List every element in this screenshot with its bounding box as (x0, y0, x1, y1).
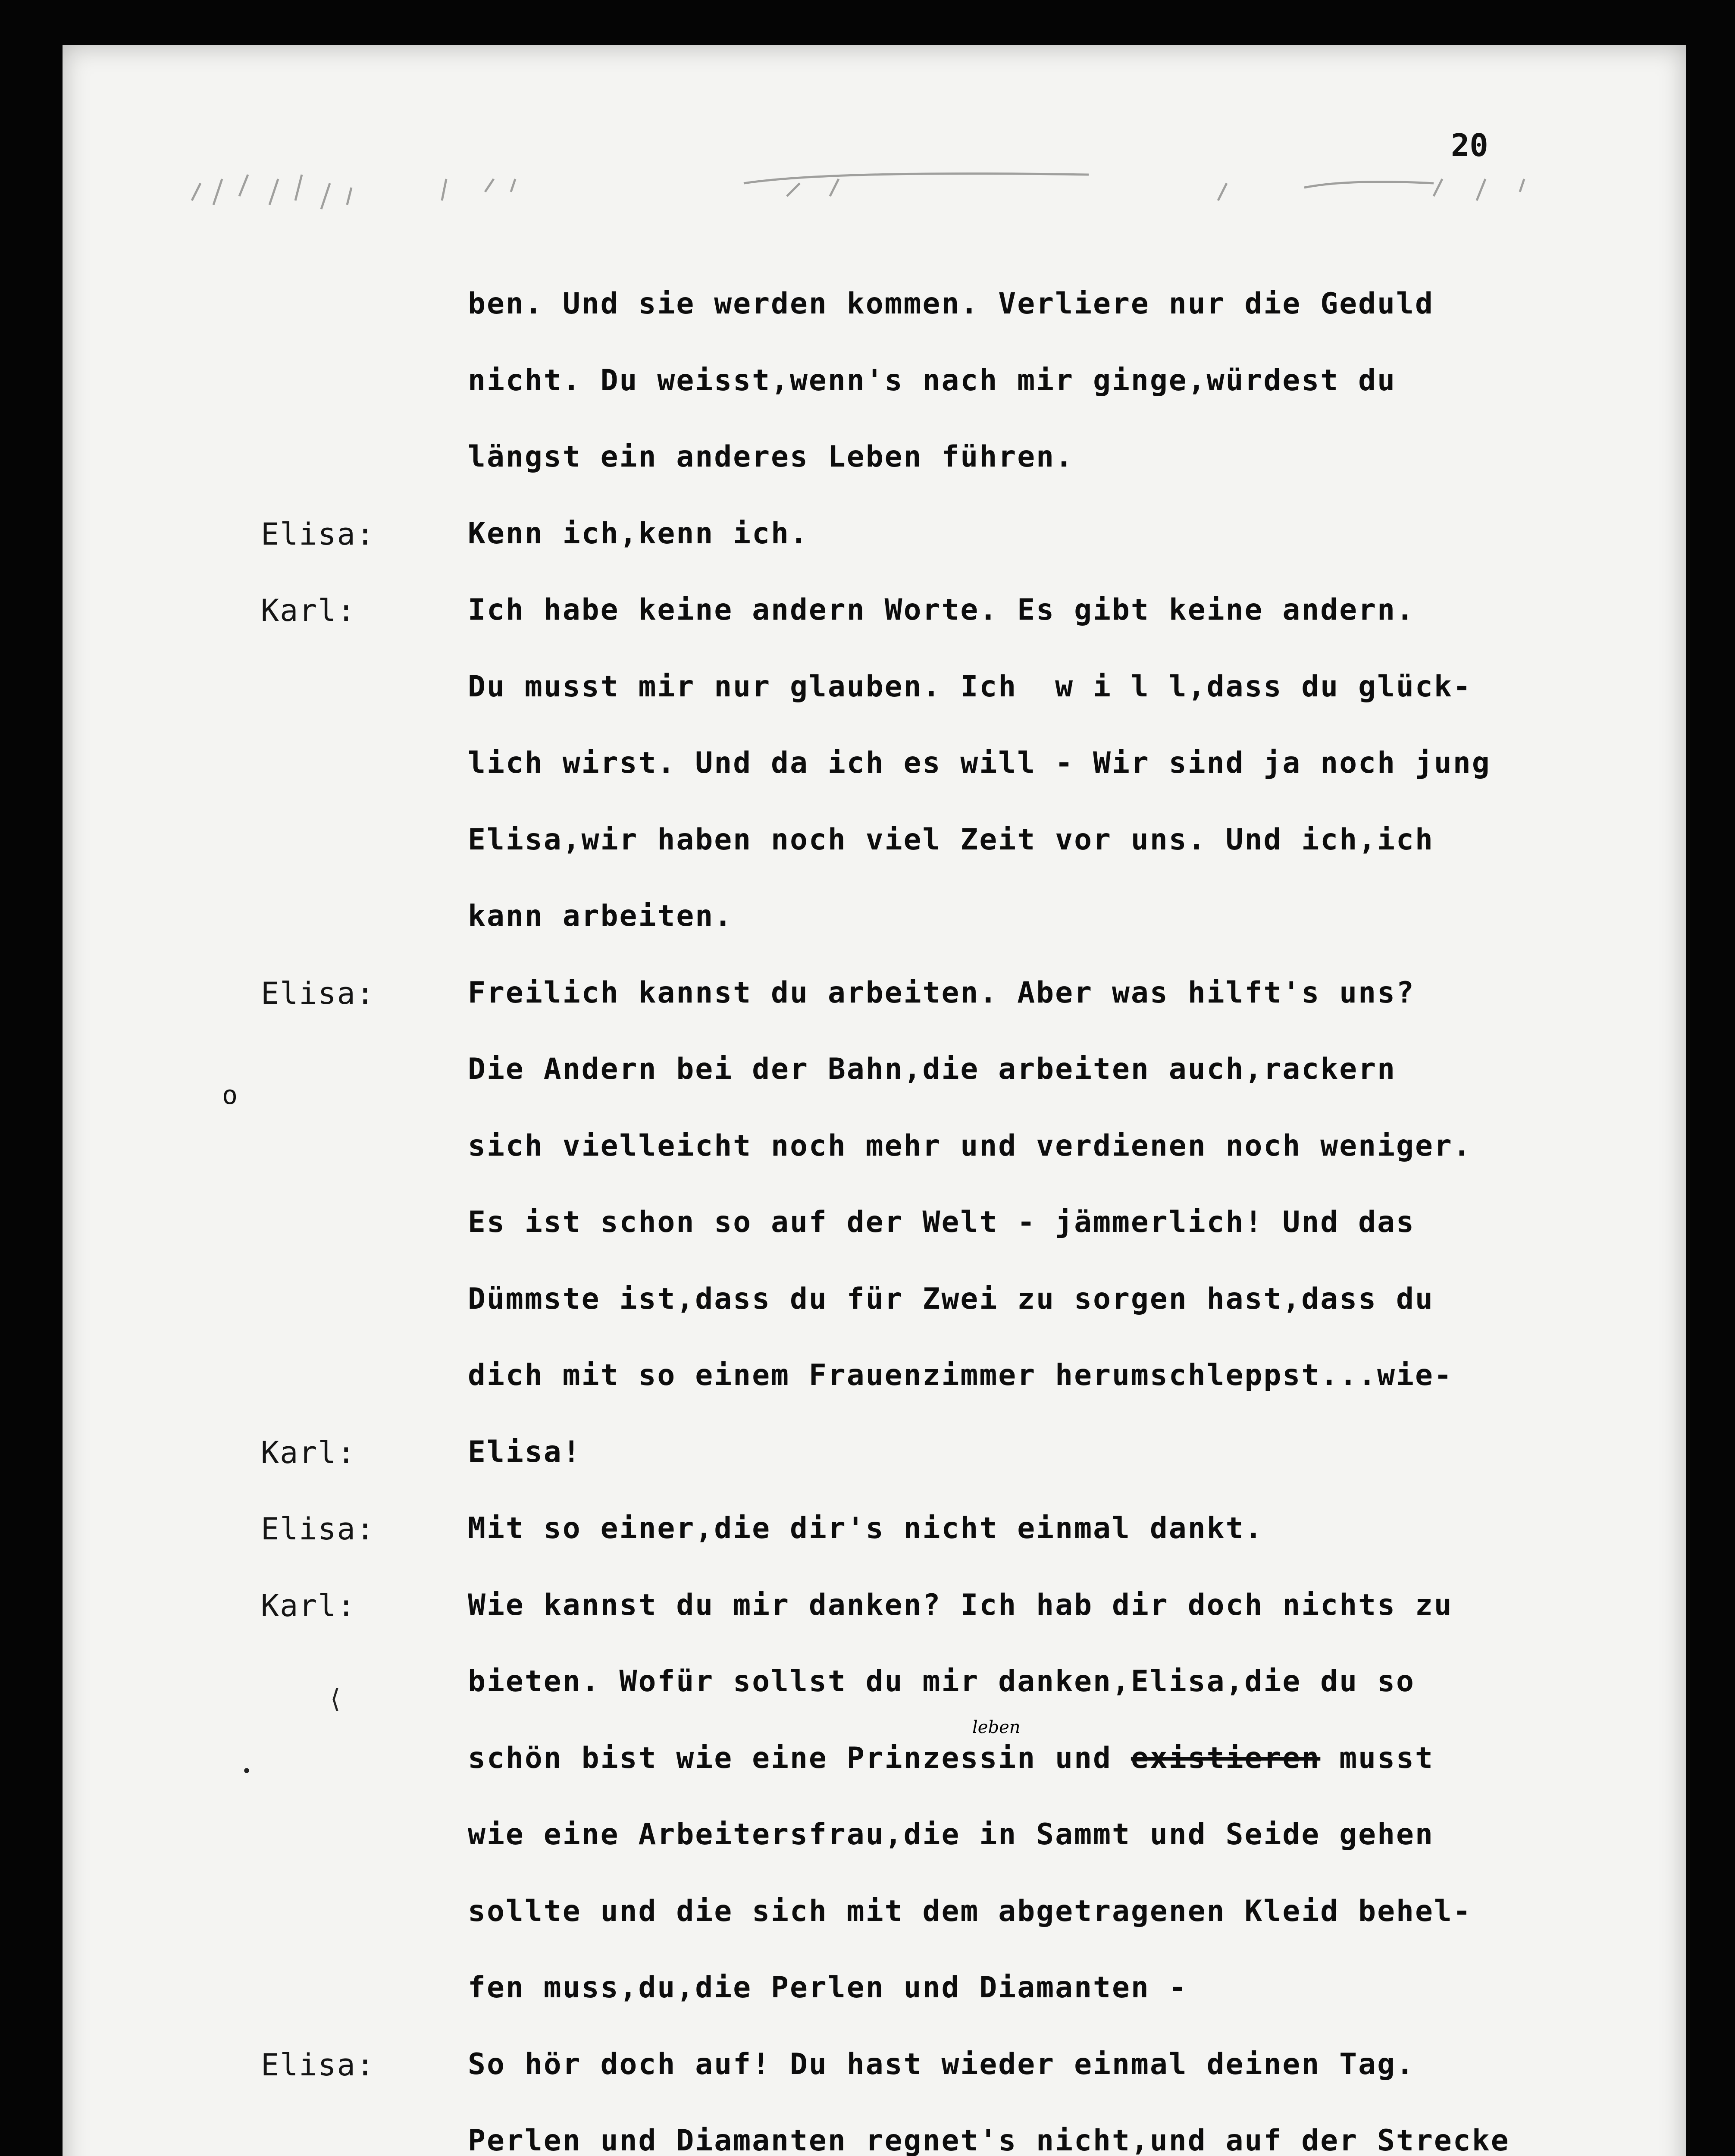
script-line (63, 517, 1686, 573)
script-line (63, 1052, 1686, 1108)
script-line (63, 746, 1686, 802)
dialogue-text: Die Andern bei der Bahn,die arbeiten auch,rackern (468, 1052, 1397, 1086)
dialogue-text: Dümmste ist,dass du für Zwei zu sorgen hast,dass du (468, 1282, 1434, 1316)
dialogue-text: Elisa,wir haben noch viel Zeit vor uns. Und ich,ich (468, 822, 1434, 857)
script-line (63, 1282, 1686, 1338)
script-line (63, 1205, 1686, 1261)
speaker-label: Elisa: (261, 1511, 375, 1547)
script-line (63, 899, 1686, 955)
script-line (63, 1664, 1686, 1720)
handwritten-scribble-top (149, 175, 1658, 209)
margin-mark-circle: o (222, 1080, 238, 1110)
margin-mark-bracket: ⟨ (328, 1684, 344, 1714)
script-line (63, 670, 1686, 726)
script-line (63, 593, 1686, 649)
dialogue-text: Du musst mir nur glauben. Ich w i l l,dass du glück- (468, 669, 1472, 704)
script-line (63, 1435, 1686, 1491)
dialogue-text: Ich habe keine andern Worte. Es gibt keine andern. (468, 593, 1415, 627)
dialogue-text: bieten. Wofür sollst du mir danken,Elisa,die du so (468, 1664, 1415, 1698)
script-line (63, 440, 1686, 496)
dialogue-text: wie eine Arbeitersfrau,die in Sammt und Seide gehen (468, 1818, 1434, 1852)
speaker-label: Elisa: (261, 516, 375, 552)
dialogue-text: nicht. Du weisst,wenn's nach mir ginge,würdest du (468, 363, 1397, 398)
dialogue-text: längst ein anderes Leben führen. (468, 440, 1074, 474)
dialogue-text-before: schön bist wie eine Prinzessin und (468, 1741, 1131, 1775)
dialogue-text: Wie kannst du mir danken? Ich hab dir doch nichts zu (468, 1588, 1453, 1622)
dialogue-text: lich wirst. Und da ich es will - Wir sind ja noch jung (468, 746, 1491, 780)
dialogue-text (468, 1741, 1434, 1775)
script-line (63, 1129, 1686, 1185)
dialogue-text: fen muss,du,die Perlen und Diamanten - (468, 1971, 1188, 2005)
script-line (63, 1358, 1686, 1414)
struck-word: existieren (1131, 1741, 1321, 1775)
script-line (63, 1894, 1686, 1950)
dialogue-text: sollte und die sich mit dem abgetragenen Kleid behel- (468, 1894, 1472, 1928)
speaker-label: Elisa: (261, 2047, 375, 2083)
speaker-label: Karl: (261, 1435, 356, 1470)
dialogue-text: Perlen und Diamanten regnet's nicht,und auf der Strecke (468, 2124, 1510, 2156)
script-line (63, 287, 1686, 343)
script-line (63, 1818, 1686, 1874)
dialogue-text: dich mit so einem Frauenzimmer herumschleppst...wie- (468, 1358, 1453, 1392)
script-line (63, 364, 1686, 420)
page-number: 20 (1451, 127, 1488, 163)
script-line (63, 1511, 1686, 1567)
speaker-label: Elisa: (261, 975, 375, 1011)
script-line (63, 1717, 1686, 1797)
dialogue-text: Mit so einer,die dir's nicht einmal dankt. (468, 1511, 1264, 1545)
script-line (63, 976, 1686, 1032)
script-line (63, 1971, 1686, 2027)
handwritten-correction: leben (972, 1717, 1021, 1737)
dialogue-text: So hör doch auf! Du hast wieder einmal deinen Tag. (468, 2047, 1415, 2081)
dialogue-text: Kenn ich,kenn ich. (468, 516, 809, 551)
dialogue-text: sich vielleicht noch mehr und verdienen noch weniger. (468, 1128, 1472, 1163)
dialogue-text: Freilich kannst du arbeiten. Aber was hilft's uns? (468, 975, 1415, 1010)
script-line (63, 1588, 1686, 1644)
dialogue-text: kann arbeiten. (468, 899, 733, 933)
script-line (63, 2124, 1686, 2156)
document-page (63, 45, 1686, 2156)
speaker-label: Karl: (261, 1588, 356, 1623)
dialogue-text-after: musst (1320, 1741, 1434, 1775)
dialogue-text: Es ist schon so auf der Welt - jämmerlich! Und das (468, 1205, 1415, 1239)
dialogue-text: ben. Und sie werden kommen. Verliere nur die Geduld (468, 287, 1434, 321)
dialogue-text: Elisa! (468, 1435, 582, 1469)
speaker-label: Karl: (261, 593, 356, 628)
script-line (63, 823, 1686, 879)
margin-mark-dot: • (241, 1761, 252, 1781)
script-line (63, 2047, 1686, 2103)
